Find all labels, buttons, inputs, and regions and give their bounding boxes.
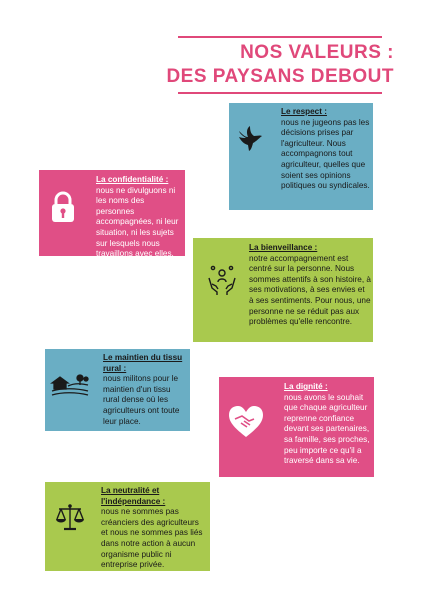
card-dignite-text: nous avons le souhait que chaque agriculteur reprenne confiance devant ses partenaires, sa famille, ses proches, peu importe ce qu'il a traversé dans sa vie. xyxy=(284,392,370,466)
card-respect-text: nous ne jugeons pas les décisions prises par l'agriculteur. Nous accompagnons tout agriculteur, quelles que soient ses opinions politiques ou syndicales. xyxy=(281,117,370,191)
card-neutralite xyxy=(45,482,210,571)
dove-icon xyxy=(235,123,265,153)
card-respect-title: Le respect : xyxy=(281,107,327,116)
card-bienveillance-text: notre accompagnement est centré sur la personne. Nous sommes attentifs à son histoire, à ses motivations, à ses envies et à ses sentiments. Pour nous, une personne ne se réduit pas aux problèmes qu'elle rencontre. xyxy=(249,253,371,327)
card-tissu-rural-title: Le maintien du tissu rural : xyxy=(103,353,183,373)
card-tissu-rural-text: nous militons pour le maintien d'un tissu rural dense où les agriculteurs ont toute leur place. xyxy=(103,374,180,426)
card-neutralite-text: nous ne sommes pas créanciers des agriculteurs et nous ne sommes pas liés dans notre action à aucun organisme public ni entreprise privée. xyxy=(101,507,203,570)
scales-icon xyxy=(55,502,85,532)
farm-landscape-icon xyxy=(50,369,90,399)
card-confidentialite-text: nous ne divulguons ni les noms des personnes accompagnées, ni leur situation, ni les sujets sur lesquels nous travaillons avec elles. xyxy=(96,185,179,259)
card-confidentialite-title: La confidentialité : xyxy=(96,175,169,184)
card-respect xyxy=(229,103,373,210)
header-top-rule xyxy=(178,36,382,38)
header-bottom-rule xyxy=(178,92,382,94)
handshake-heart-icon xyxy=(227,403,265,441)
caring-hands-icon xyxy=(207,264,237,296)
card-bienveillance xyxy=(193,238,373,342)
card-confidentialite xyxy=(39,170,185,259)
page-title-line2: DES PAYSANS DEBOUT xyxy=(166,66,394,87)
card-dignite xyxy=(219,377,374,477)
card-neutralite-title: La neutralité et l'indépendance : xyxy=(101,486,166,506)
card-dignite-title: La dignité : xyxy=(284,382,328,391)
page-title-line1: NOS VALEURS : xyxy=(240,42,394,63)
card-tissu-rural xyxy=(45,349,190,431)
card-bienveillance-title: La bienveillance : xyxy=(249,243,318,252)
padlock-icon xyxy=(49,190,77,224)
